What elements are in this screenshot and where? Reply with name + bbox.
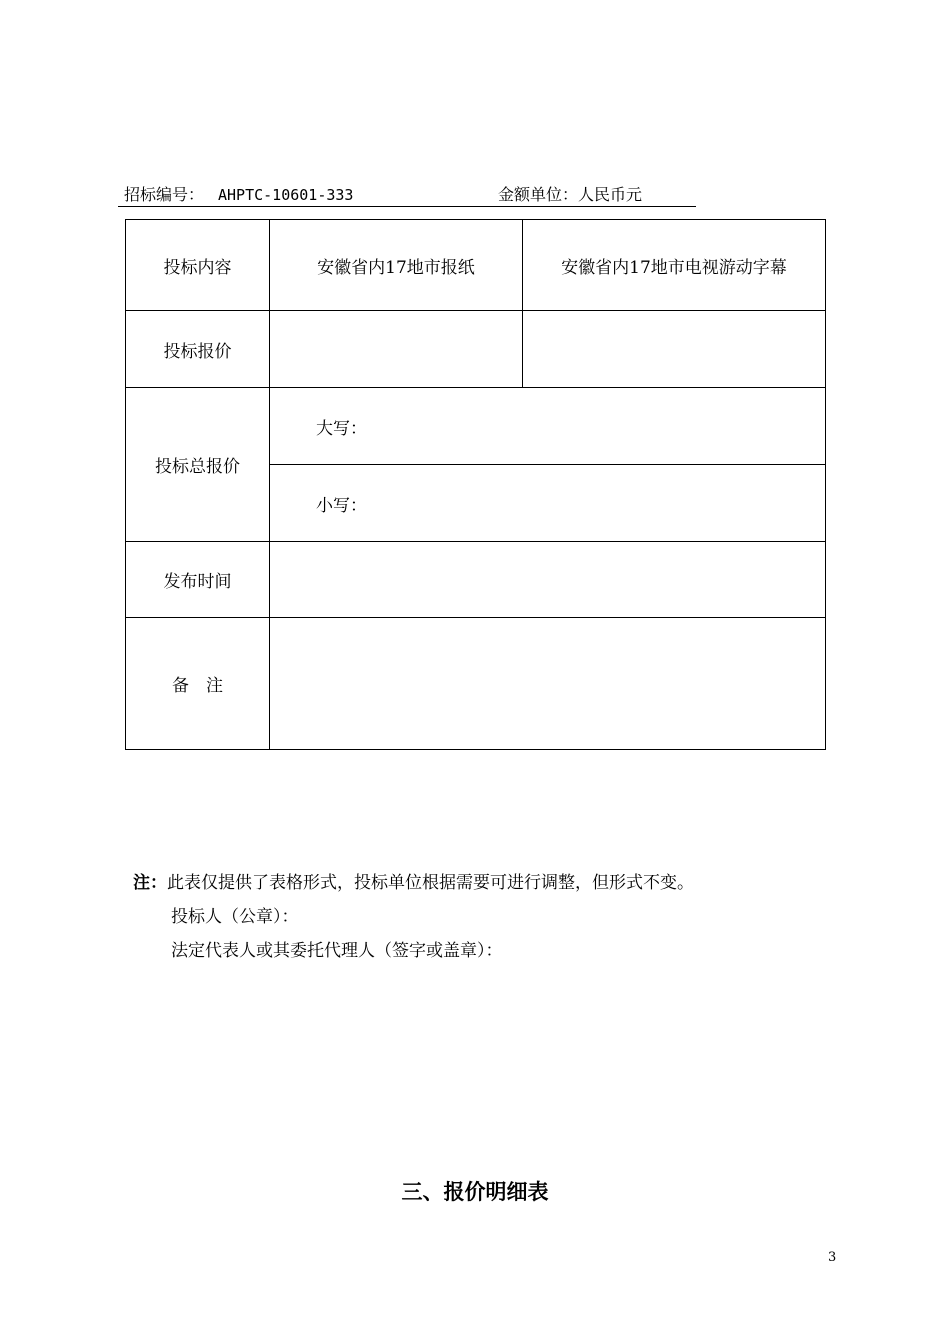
note-text: 此表仅提供了表格形式，投标单位根据需要可进行调整，但形式不变。 (167, 873, 694, 893)
notes-block (133, 866, 694, 968)
bid-number-value: AHPTC-10601-333 (218, 186, 354, 204)
publish-time-cell (270, 542, 826, 618)
note-line (133, 866, 694, 900)
table-row-price (126, 311, 826, 388)
total-lowercase-cell (270, 465, 826, 542)
total-price-label: 投标总报价 (126, 388, 270, 542)
table-row-publish (126, 542, 826, 618)
table-row-total-upper (126, 388, 826, 465)
uppercase-label: 大写： (316, 418, 367, 439)
publish-time-label: 发布时间 (126, 542, 270, 618)
content-newspaper: 安徽省内17地市报纸 (270, 220, 523, 311)
bid-quote-table (125, 219, 826, 750)
content-tv-scroll: 安徽省内17地市电视游动字幕 (523, 220, 826, 311)
price-label: 投标报价 (126, 311, 270, 388)
price-tv-cell (523, 311, 826, 388)
bid-number-label: 招标编号： (124, 185, 205, 204)
representative-signature-line: 法定代表人或其委托代理人（签字或盖章）： (171, 941, 503, 961)
bidder-seal-line: 投标人（公章）： (171, 907, 299, 927)
table-row-remarks (126, 618, 826, 750)
lowercase-label: 小写： (316, 495, 367, 516)
total-uppercase-cell (270, 388, 826, 465)
price-newspaper-cell (270, 311, 523, 388)
page-number: 3 (828, 1250, 837, 1265)
note-prefix: 注： (133, 873, 167, 893)
table-row-content (126, 220, 826, 311)
remarks-cell (270, 618, 826, 750)
section-title: 三、报价明细表 (401, 1179, 549, 1204)
remarks-label: 备 注 (126, 618, 270, 750)
bid-header-line (118, 184, 696, 207)
amount-unit: 金额单位：人民币元 (498, 185, 643, 204)
content-label: 投标内容 (126, 220, 270, 311)
